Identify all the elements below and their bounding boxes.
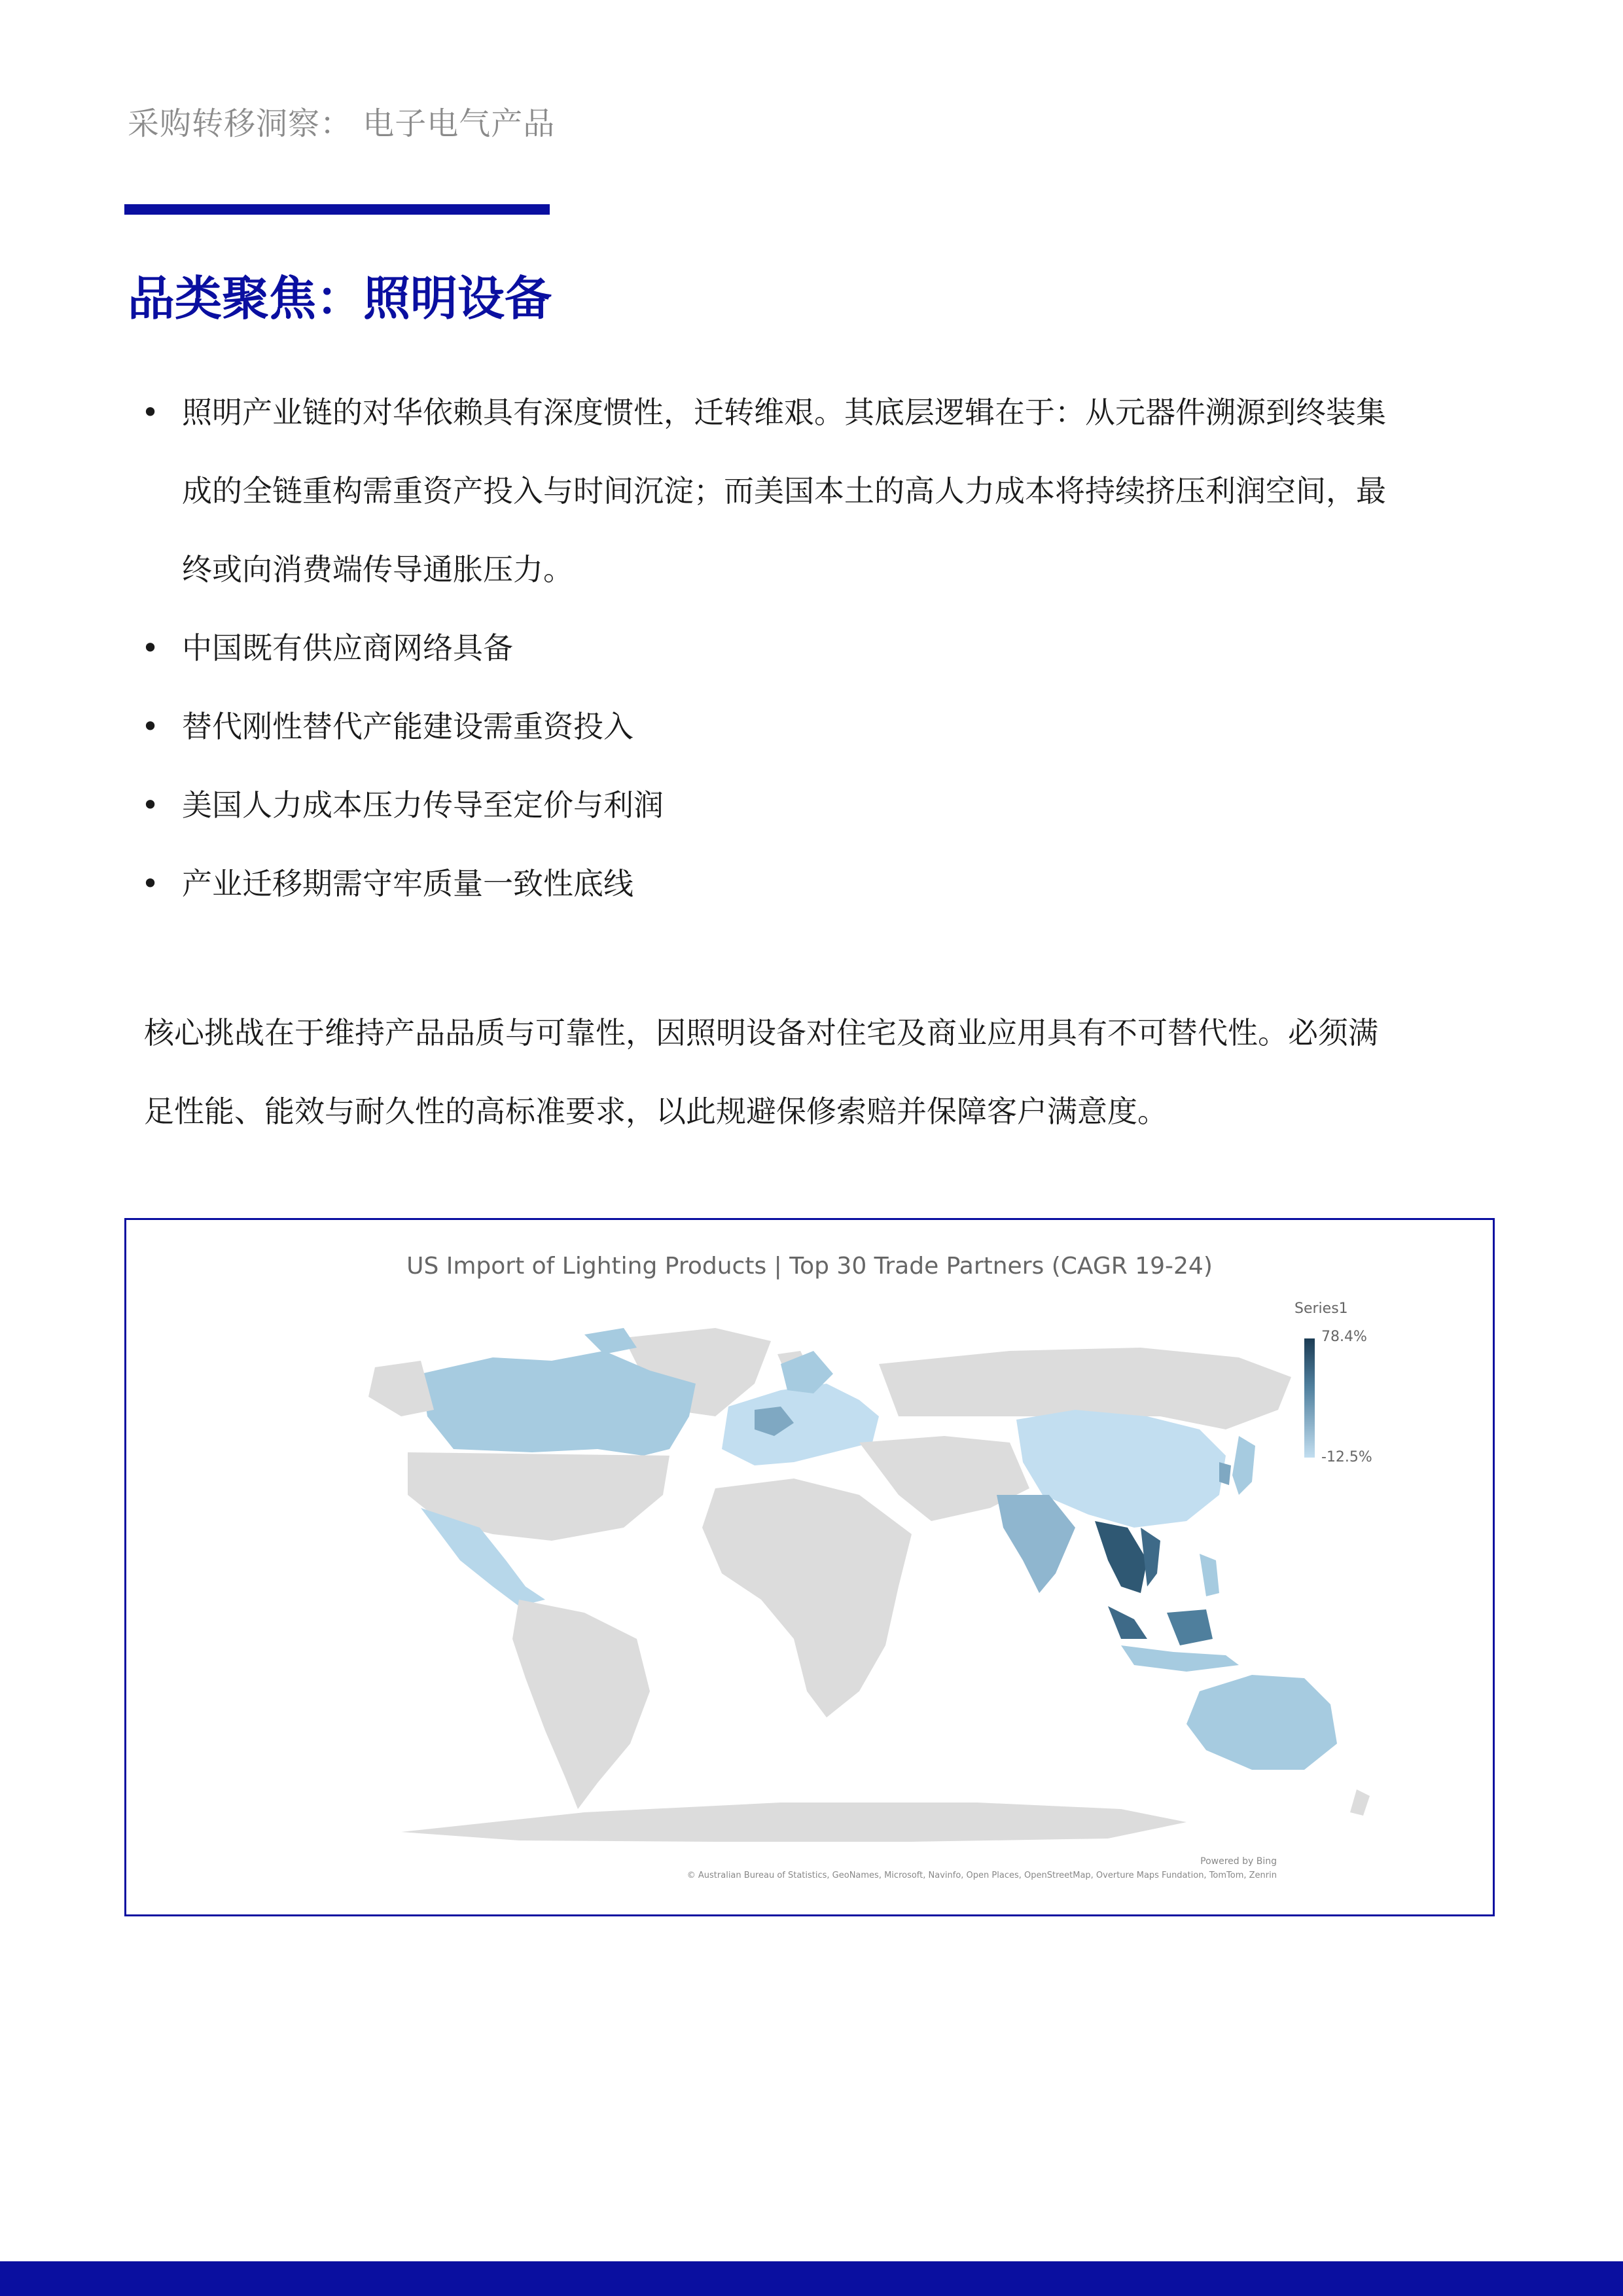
map-chart-frame	[124, 1218, 1495, 1916]
paragraph-line: 足性能、能效与耐久性的高标准要求，以此规避保修索赔并保障客户满意度。	[144, 1094, 1168, 1129]
paragraph-line: 核心挑战在于维持产品品质与可靠性，因照明设备对住宅及商业应用具有不可替代性。必须满	[144, 1015, 1378, 1050]
australia-region	[1186, 1675, 1337, 1770]
philippines-region	[1200, 1554, 1219, 1596]
korea-region	[1219, 1462, 1231, 1485]
bullet-item	[137, 844, 1499, 923]
bullet-text: 替代刚性替代产能建设需重资投入	[182, 709, 633, 744]
europe-region	[722, 1384, 879, 1465]
japan-region	[1232, 1436, 1255, 1495]
india-region	[997, 1495, 1075, 1593]
page-title: 品类聚焦：照明设备	[128, 271, 552, 326]
map-attribution: © Australian Bureau of Statistics, GeoNames, Microsoft, Navinfo, Open Places, OpenStreetMap, Overture Maps Fundation, TomTom, Zenrin	[687, 1871, 1277, 1880]
bullet-line: 成的全链重构需重资产投入与时间沉淀；而美国本土的高人力成本将持续挤压利润空间，最	[182, 473, 1386, 509]
legend-max-label: 78.4%	[1321, 1329, 1367, 1345]
powered-by-bing: Powered by Bing	[1200, 1856, 1277, 1867]
south-america-region	[512, 1600, 650, 1809]
chart-title: US Import of Lighting Products | Top 30 Trade Partners (CAGR 19-24)	[406, 1253, 1213, 1280]
bullet-item	[137, 687, 1499, 766]
malaysia-region	[1108, 1606, 1147, 1639]
bullet-text: 产业迁移期需守牢质量一致性底线	[182, 866, 633, 901]
bullet-dot-icon: •	[141, 630, 160, 666]
borneo-region	[1167, 1609, 1213, 1645]
legend-color-scale	[1304, 1338, 1315, 1458]
bullet-dot-icon: •	[141, 709, 160, 744]
legend-min-label: -12.5%	[1321, 1449, 1372, 1465]
bullet-text: 美国人力成本压力传导至定价与利润	[182, 787, 664, 823]
world-map	[126, 1220, 1493, 1914]
bullet-dot-icon: •	[141, 787, 160, 823]
legend-title: Series1	[1294, 1300, 1348, 1317]
africa-region	[702, 1479, 912, 1717]
bullet-list	[137, 373, 1499, 923]
indonesia-region	[1121, 1645, 1239, 1672]
new-zealand-region	[1350, 1789, 1370, 1816]
bullet-dot-icon: •	[141, 395, 160, 430]
bullet-item	[137, 609, 1499, 687]
bullet-text: 中国既有供应商网络具备	[182, 630, 513, 666]
report-header: 采购转移洞察： 电子电气产品	[128, 105, 556, 142]
core-challenge-paragraph	[144, 994, 1492, 1151]
title-accent-bar	[124, 204, 550, 215]
canada-island	[584, 1328, 637, 1354]
southeast-asia-region	[1095, 1521, 1147, 1593]
antarctica-region	[401, 1803, 1186, 1842]
bullet-dot-icon: •	[141, 866, 160, 901]
alaska-region	[368, 1361, 434, 1416]
bullet-line: 照明产业链的对华依赖具有深度惯性，迁转维艰。其底层逻辑在于：从元器件溯源到终装集	[182, 395, 1386, 430]
bullet-item	[137, 373, 1499, 609]
bullet-item	[137, 766, 1499, 844]
bullet-line: 终或向消费端传导通胀压力。	[182, 552, 573, 587]
footer-bar	[0, 2261, 1623, 2296]
